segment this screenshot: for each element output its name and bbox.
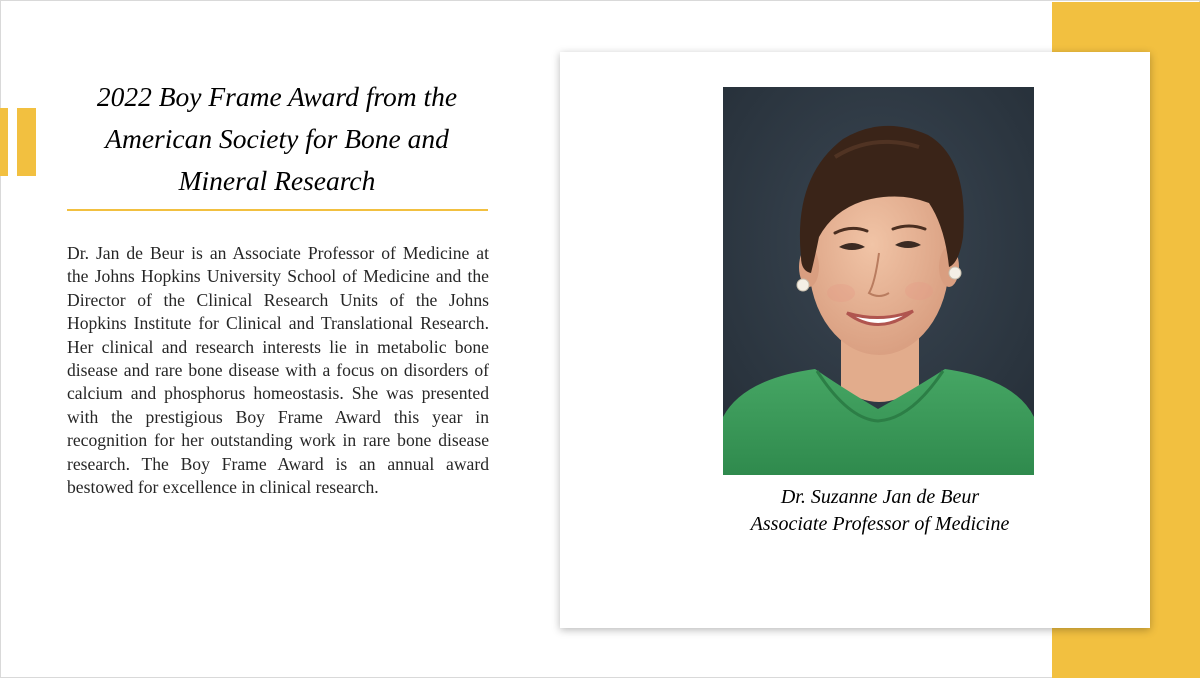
bio-paragraph: Dr. Jan de Beur is an Associate Professor of Medicine at the Johns Hopkins University School of Medicine and the Director of the Clinical Research Units of the Johns Hopkins Institute for Clinical and Translational Research. Her clinical and research interests lie in metabolic bone disease and rare bone disease with a focus on disorders of calcium and phosphorus homeostasis. She was presented with the prestigious Boy Frame Award this year in recognition for her outstanding work in rare bone disease research. The Boy Frame Award is an annual award bestowed for excellence in clinical research. <box>67 243 489 498</box>
caption-name: Dr. Suzanne Jan de Beur <box>780 486 980 508</box>
portrait-photo <box>723 87 1034 475</box>
accent-bar-thick <box>17 108 36 176</box>
photo-caption <box>700 484 1060 538</box>
title-underline <box>67 209 488 211</box>
right-earring <box>949 267 961 279</box>
award-title: 2022 Boy Frame Award from the American Society for Bone and Mineral Research <box>96 81 458 196</box>
left-cheek <box>827 284 855 302</box>
accent-bar-thin <box>0 108 8 176</box>
left-earring <box>797 279 809 291</box>
caption-role: Associate Professor of Medicine <box>750 513 1010 535</box>
right-cheek <box>905 282 933 300</box>
left-accent-bars <box>0 108 38 176</box>
